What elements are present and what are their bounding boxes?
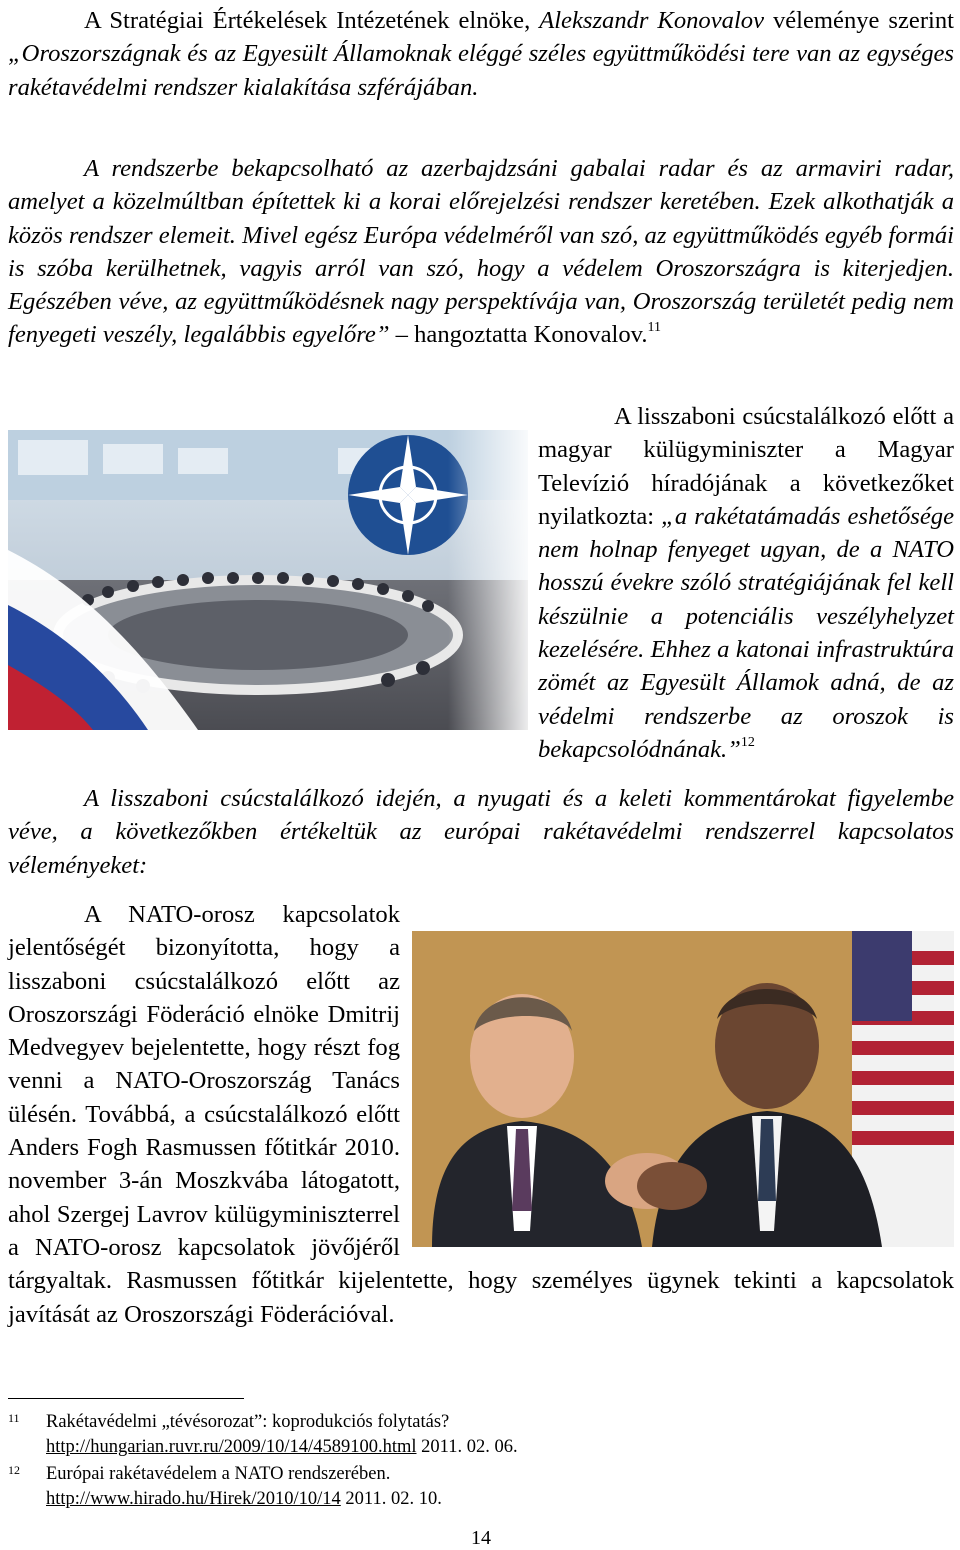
- paragraph-nato-russia-block: [8, 898, 954, 1331]
- text-span: A NATO-orosz kapcsolatok jelentőségét bizonyította, hogy a lisszaboni csúcstalálkozó előtt az Oroszországi Föderáció elnöke Dmitrij Medvegyev bejelentette, hogy részt fog venni a NATO-Oroszország Tanács ülésén. Továbbá, a csúcstalálkozó előtt Anders Fogh Rasmussen főtitkár 2010. november 3-án Moszkvába látogatott, ahol Szergej Lavrov külügyminiszterrel a NATO-orosz kapcsolatok jövőjéről tárgyaltak. Rasmussen főtitkár kijelentette, hogy személyes ügynek tekinti a kapcsolatok javítását az Oroszországi Föderációval.: [8, 901, 954, 1328]
- footnote-ref-11[interactable]: 11: [647, 320, 661, 336]
- footnote-number: 12: [8, 1463, 20, 1477]
- text-span: – hangoztatta Konovalov.: [389, 321, 648, 349]
- footnote-ref-12[interactable]: 12: [740, 734, 755, 750]
- nato-conference-image: [8, 430, 528, 730]
- paragraph-radar: [8, 152, 954, 352]
- medvedev-obama-photo: [412, 931, 954, 1247]
- footnote-title: Európai rakétavédelem a NATO rendszerében.: [46, 1464, 391, 1484]
- person-name: Alekszandr Konovalov: [539, 7, 764, 34]
- handshake-image: [412, 931, 954, 1247]
- paragraph-konovalov-intro: [8, 4, 954, 104]
- footnote-title: Rakétavédelmi „tévésorozat”: koprodukciós folytatás?: [46, 1412, 450, 1432]
- text-span: A lisszaboni csúcstalálkozó előtt a magyar külügyminiszter a Magyar Televízió híradójának a következőket nyilatkozta:: [538, 403, 954, 530]
- footnote-12: [8, 1462, 954, 1512]
- text-span: véleménye szerint: [764, 7, 954, 34]
- text-span: A Stratégiai Értékelések Intézetének elnöke,: [84, 7, 540, 34]
- quote-text: „a rakétatámadás eshetősége nem holnap fenyeget ugyan, de a NATO hosszú évekre szóló stratégiájának fel kell készülnie a potenciális veszélyhelyzet kezelésére. Ehhez a katonai infrastruktúra zömét az Egyesült Államok adná, de az védelmi rendszerbe az oroszok is bekapcsolódnának.”: [538, 502, 954, 763]
- quote-text: „Oroszországnak és az Egyesült Államoknak eléggé széles együttműködési tere van az egységes rakétavédelmi rendszer kialakítása szférájában.: [8, 40, 954, 101]
- page-number: 14: [471, 1527, 491, 1549]
- paragraph-foreign-minister-block: [8, 400, 954, 766]
- footnote-link[interactable]: http://www.hirado.hu/Hirek/2010/10/14: [46, 1489, 341, 1509]
- italic-text: A lisszaboni csúcstalálkozó idején, a nyugati és a keleti kommentárokat figyelembe véve, a következőkben értékeltük az európai rakétavédelmi rendszerrel kapcsolatos véleményeket:: [8, 785, 954, 879]
- footnote-separator: [8, 1398, 244, 1399]
- footnote-number: 11: [8, 1411, 20, 1425]
- footnote-date: 2011. 02. 10.: [340, 1489, 442, 1509]
- footnote-link[interactable]: http://hungarian.ruvr.ru/2009/10/14/4589100.html: [46, 1437, 417, 1457]
- footnote-11: [8, 1410, 954, 1460]
- paragraph-lisbon-summit: [8, 782, 954, 882]
- quote-text: A rendszerbe bekapcsolható az azerbajdzsáni gabalai radar és az armaviri radar, amelyet a közelmúltban építettek ki a korai előrejelzési rendszer keretében. Ezek alkothatják a közös rendszer elemeit. Mivel egész Európa védelméről van szó, az együttműködés egyéb formái is szóba kerülhetnek, vagyis arról van szó, hogy a védelem Oroszországra is kiterjedjen. Egészében véve, az együttműködésnek nagy perspektívája van, Oroszország területét pedig nem fenyegeti veszély, legalábbis egyelőre”: [8, 155, 954, 349]
- nato-conference-photo: [8, 430, 528, 730]
- footnote-date: 2011. 02. 06.: [416, 1437, 518, 1457]
